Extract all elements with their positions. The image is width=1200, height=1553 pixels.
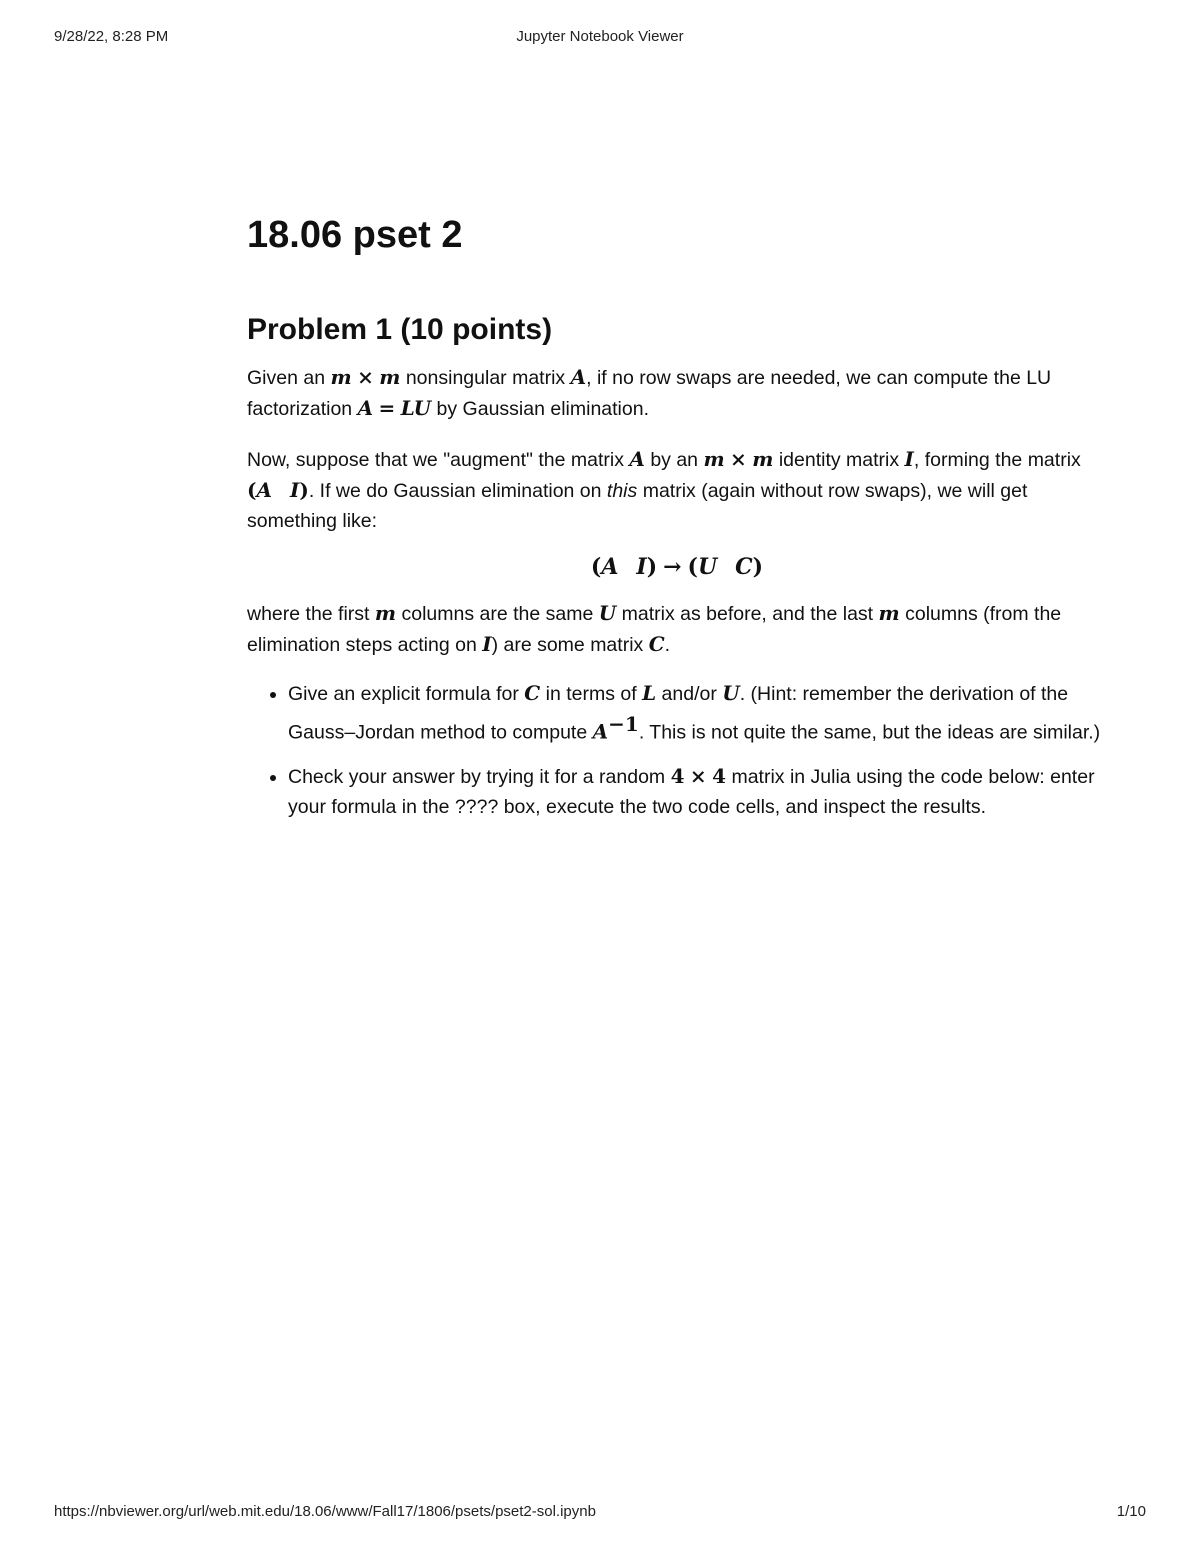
math-number: 4	[670, 763, 685, 788]
math-m: m	[374, 601, 397, 625]
math-I: I	[904, 447, 914, 471]
notebook-content	[247, 210, 1107, 835]
math-I: I	[636, 554, 647, 580]
math-number: 4	[712, 763, 727, 788]
notebook-title: 18.06 pset 2	[247, 214, 463, 256]
math-A: A	[629, 447, 645, 471]
paragraph-columns: where the first m columns are the same U matrix as before, and the last m columns (from the elimination steps acting on I) are some matrix C.	[247, 601, 1062, 656]
task-list	[247, 678, 1107, 822]
math-A: A	[357, 396, 374, 420]
math-U: U	[598, 601, 617, 625]
math-m: m	[379, 365, 401, 389]
math-m: m	[330, 365, 352, 389]
math-m: m	[703, 447, 725, 471]
print-page-number: 1/10	[1116, 1503, 1146, 1520]
print-footer	[0, 1503, 1200, 1525]
math-I: I	[290, 478, 300, 502]
math-LU: LU	[400, 396, 432, 420]
math-A: A	[601, 554, 619, 580]
math-A: A	[256, 478, 272, 502]
math-L: L	[642, 681, 657, 705]
math-I: I	[482, 632, 492, 656]
list-item: • Give an explicit formula for C in terms of L and/or U. (Hint: remember the derivation of the Gauss–Jordan method to compute $A^{-1}$. This is not quite the same, but the ideas are similar.)	[288, 678, 1107, 748]
paragraph-intro: Given an m × m nonsingular matrix A, if no row swaps are needed, we can compute the LU factorization A = LU by Gaussian elimination.	[247, 365, 1052, 420]
math-A: A	[570, 365, 587, 389]
math-U: U	[722, 681, 740, 705]
emphasis-this: this	[606, 480, 638, 502]
math-A: A	[592, 719, 609, 744]
math-m: m	[878, 601, 900, 625]
problem-heading: Problem 1 (10 points)	[247, 313, 553, 346]
print-url: https://nbviewer.org/url/web.mit.edu/18.06/www/Fall17/1806/psets/pset2-sol.ipynb	[54, 1503, 596, 1520]
paragraph-augment: Now, suppose that we "augment" the matrix A by an m × m identity matrix I, forming the matrix (A I). If we do Gaussian elimination on this matrix (again without row swaps), we will get something like:	[247, 447, 1081, 532]
print-page-title: Jupyter Notebook Viewer	[516, 28, 684, 45]
display-equation: (A I) → (U C)	[590, 554, 764, 580]
print-header	[0, 28, 1200, 50]
math-m: m	[752, 447, 774, 471]
math-C: C	[735, 554, 753, 580]
math-inverse-exponent: −1	[608, 712, 639, 736]
print-datetime: 9/28/22, 8:28 PM	[54, 28, 169, 45]
math-U: U	[697, 554, 718, 580]
math-C: C	[648, 632, 665, 656]
math-C: C	[524, 681, 541, 705]
list-item: • Check your answer by trying it for a random 4 × 4 matrix in Julia using the code below: enter your formula in the ???? box, execute the two code cells, and inspect the results.	[288, 761, 1107, 822]
arrow-symbol: →	[663, 554, 682, 580]
